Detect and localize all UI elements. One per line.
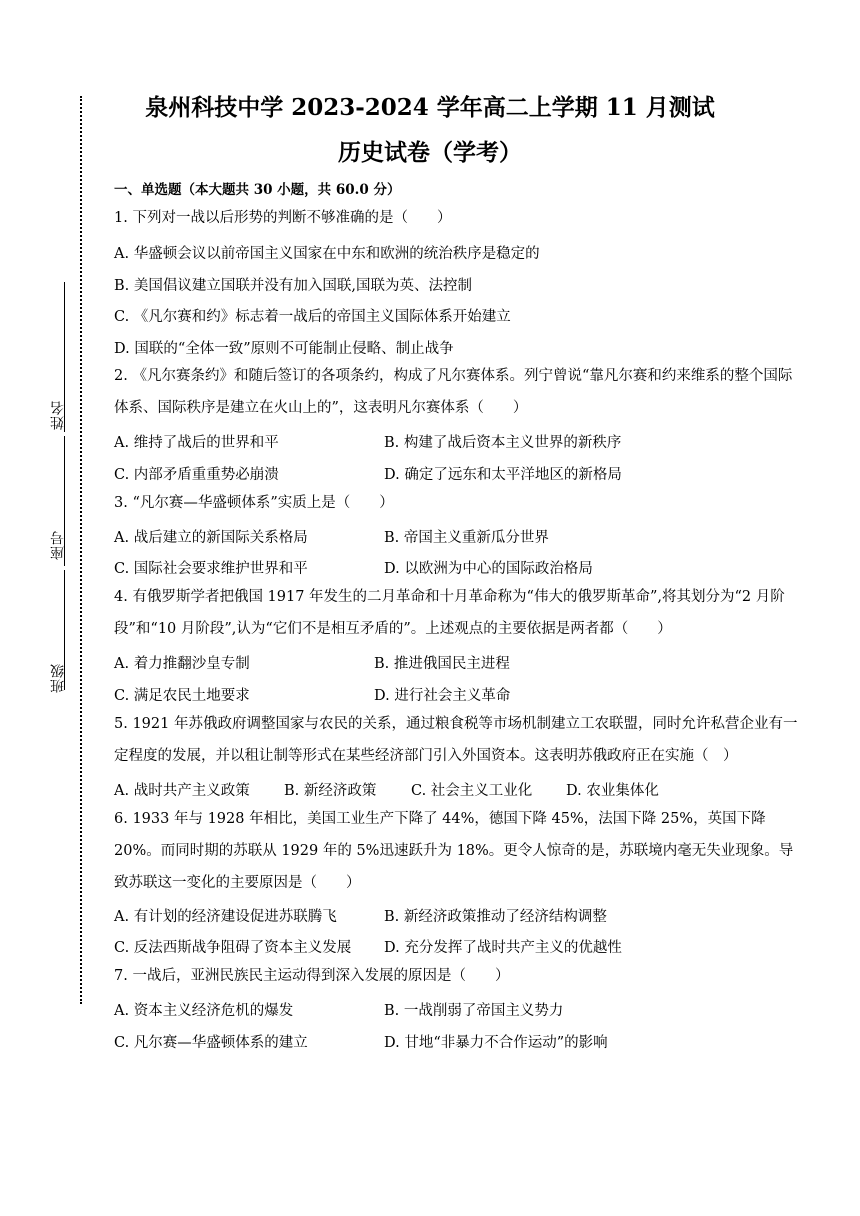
question-1-option-d: D. 国联的“全体一致”原则不可能制止侵略、制止战争: [114, 341, 454, 357]
question-7-option-c: C. 凡尔赛—华盛顿体系的建立: [114, 1035, 308, 1051]
question-1-option-a: A. 华盛顿会议以前帝国主义国家在中东和欧洲的统治秩序是稳定的: [114, 246, 540, 262]
question-3-option-d: D. 以欧洲为中心的国际政治格局: [384, 561, 593, 577]
page-title: 泉州科技中学 2023-2024 学年高二上学期 11 月测试: [145, 94, 715, 121]
question-7-stem: 7. 一战后，亚洲民族民主运动得到深入发展的原因是（ ）: [114, 968, 510, 984]
question-5-option-d: D. 农业集体化: [566, 783, 659, 799]
class-label: 班级: [50, 663, 66, 693]
question-7-option-b: B. 一战削弱了帝国主义势力: [384, 1003, 564, 1019]
page-subtitle: 历史试卷（学考）: [338, 139, 522, 166]
question-4-option-c: C. 满足农民土地要求: [114, 688, 250, 704]
question-7-option-d: D. 甘地“非暴力不合作运动”的影响: [384, 1035, 608, 1051]
question-2-option-b: B. 构建了战后资本主义世界的新秩序: [384, 435, 622, 451]
question-6-option-b: B. 新经济政策推动了经济结构调整: [384, 909, 607, 925]
question-2-option-c: C. 内部矛盾重重势必崩溃: [114, 467, 279, 483]
question-4-option-d: D. 进行社会主义革命: [374, 688, 511, 704]
question-5-option-b: B. 新经济政策: [284, 783, 377, 799]
question-1-option-c: C. 《凡尔赛和约》标志着一战后的帝国主义国际体系开始建立: [114, 309, 511, 325]
question-3-stem: 3. “凡尔赛—华盛顿体系”实质上是（ ）: [114, 495, 394, 511]
question-6-stem: 6. 1933 年与 1928 年相比，美国工业生产下降了 44%，德国下降 45%，法国下降 25%，英国下降 20%。而同时期的苏联从 1929 年的 5%迅速跃升为 18%。更令人惊奇的是，苏联境内毫无失业现象。导致苏联这一变化的主要原因是（ ）: [114, 811, 794, 891]
question-4-option-a: A. 着力推翻沙皇专制: [114, 656, 250, 672]
question-1-stem: 1. 下列对一战以后形势的判断不够准确的是（ ）: [114, 210, 452, 226]
name-label: 姓名: [50, 400, 66, 430]
question-5-stem: 5. 1921 年苏俄政府调整国家与农民的关系，通过粮食税等市场机制建立工农联盟，同时允许私营企业有一定程度的发展，并以租让制等形式在某些经济部门引入外国资本。这表明苏俄政府正在实施（ ）: [114, 716, 798, 764]
question-3-option-c: C. 国际社会要求维护世界和平: [114, 561, 308, 577]
question-2-stem: 2. 《凡尔赛条约》和随后签订的各项条约，构成了凡尔赛体系。列宁曾说“靠凡尔赛和约来维系的整个国际体系、国际秩序是建立在火山上的”，这表明凡尔赛体系（ ）: [114, 368, 793, 416]
question-4-option-b: B. 推进俄国民主进程: [374, 656, 510, 672]
question-6-option-d: D. 充分发挥了战时共产主义的优越性: [384, 940, 622, 956]
question-6-option-c: C. 反法西斯战争阻碍了资本主义发展: [114, 940, 352, 956]
question-6-option-a: A. 有计划的经济建设促进苏联腾飞: [114, 909, 337, 925]
question-4-stem: 4. 有俄罗斯学者把俄国 1917 年发生的二月革命和十月革命称为“伟大的俄罗斯革命”,将其划分为“2 月阶段”和“10 月阶段”,认为“它们不是相互矛盾的”。上述观点的主要依据是两者都（ ）: [114, 589, 785, 637]
question-2-option-a: A. 维持了战后的世界和平: [114, 435, 279, 451]
question-1-option-b: B. 美国倡议建立国联并没有加入国联,国联为英、法控制: [114, 278, 472, 294]
question-7-option-a: A. 资本主义经济危机的爆发: [114, 1003, 294, 1019]
binding-dotted-line: [80, 96, 82, 1004]
question-5-option-a: A. 战时共产主义政策: [114, 783, 250, 799]
seat-label: 座号: [50, 530, 66, 560]
question-5-option-c: C. 社会主义工业化: [411, 783, 533, 799]
question-3-option-b: B. 帝国主义重新瓜分世界: [384, 530, 549, 546]
question-2-option-d: D. 确定了远东和太平洋地区的新格局: [384, 467, 622, 483]
section-heading: 一、单选题（本大题共 30 小题，共 60.0 分）: [114, 182, 401, 198]
question-3-option-a: A. 战后建立的新国际关系格局: [114, 530, 308, 546]
